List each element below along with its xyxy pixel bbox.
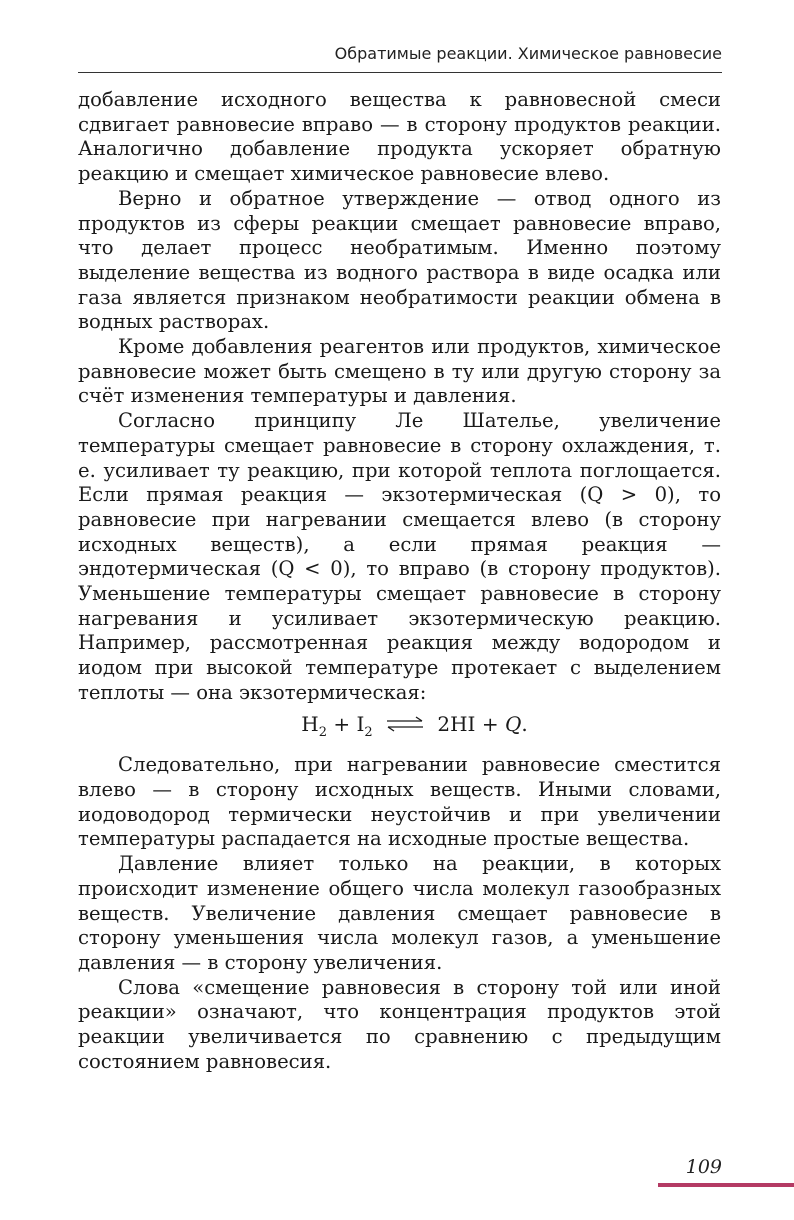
equation-heat: Q (504, 711, 522, 736)
equation-plus-1: + (333, 711, 351, 736)
paragraph-3: Кроме добавления реагентов или продуктов, химическое равновесие может быть смещено в ту или другую сторону за счёт изменения температуры и давления. (78, 335, 721, 408)
reaction-equation (78, 712, 721, 746)
footer-accent-bar (658, 1183, 794, 1187)
paragraph-1: добавление исходного вещества к равновесной смеси сдвигает равновесие вправо — в сторону продуктов реакции. Аналогично добавление продукта ускоряет обратную реакцию и смещает химическое равновесие влево. (78, 88, 721, 186)
equation-h: H (301, 711, 319, 736)
page-body (78, 88, 721, 1074)
paragraph-6: Давление влияет только на реакции, в которых происходит изменение общего числа молекул газообразных веществ. Увеличение давления смещает равновесие в сторону уменьшения числа молекул газов, а уменьшение давления — в сторону увеличения. (78, 852, 721, 974)
header-rule (78, 72, 722, 73)
paragraph-7: Слова «смещение равновесия в сторону той или иной реакции» означают, что концентрация продуктов этой реакции увеличивается по сравнению с предыдущим состоянием равновесия. (78, 975, 721, 1073)
page-number: 109 (685, 1156, 722, 1178)
paragraph-2: Верно и обратное утверждение — отвод одного из продуктов из сферы реакции смещает равновесие вправо, что делает процесс необратимым. Именно поэтому выделение вещества из водного раствора в виде осадка или газа является признаком необратимости реакции обмена в водных растворах. (78, 186, 721, 334)
running-header: Обратимые реакции. Химическое равновесие (334, 44, 722, 63)
paragraph-4: Согласно принципу Ле Шателье, увеличение температуры смещает равновесие в сторону охлаждения, т. е. усиливает ту реакцию, при которой теплота поглощается. Если прямая реакция — экзотермическая (Q > 0), то равновесие при нагревании смещается влево (в сторону исходных веществ), а если прямая реакция — эндотермическая (Q < 0), то вправо (в сторону продуктов). Уменьшение температуры смещает равновесие в сторону нагревания и усиливает экзотермическую реакцию. Например, рассмотренная реакция между водородом и иодом при высокой температуре протекает с выделением теплоты — она экзотермическая: (78, 409, 721, 704)
equation-i-subscript: 2 (364, 724, 373, 740)
equation-period: . (521, 711, 528, 736)
paragraph-5: Следовательно, при нагревании равновесие сместится влево — в сторону исходных веществ. Иными словами, иодоводород термически неустойчив и при увеличении температуры распадается на исходные простые вещества. (78, 753, 721, 851)
equation-product: 2HI (437, 711, 476, 736)
equation-plus-2: + (481, 711, 499, 736)
equilibrium-arrow-icon (385, 713, 425, 738)
equation-h-subscript: 2 (318, 724, 327, 740)
equation-i: I (356, 711, 365, 736)
